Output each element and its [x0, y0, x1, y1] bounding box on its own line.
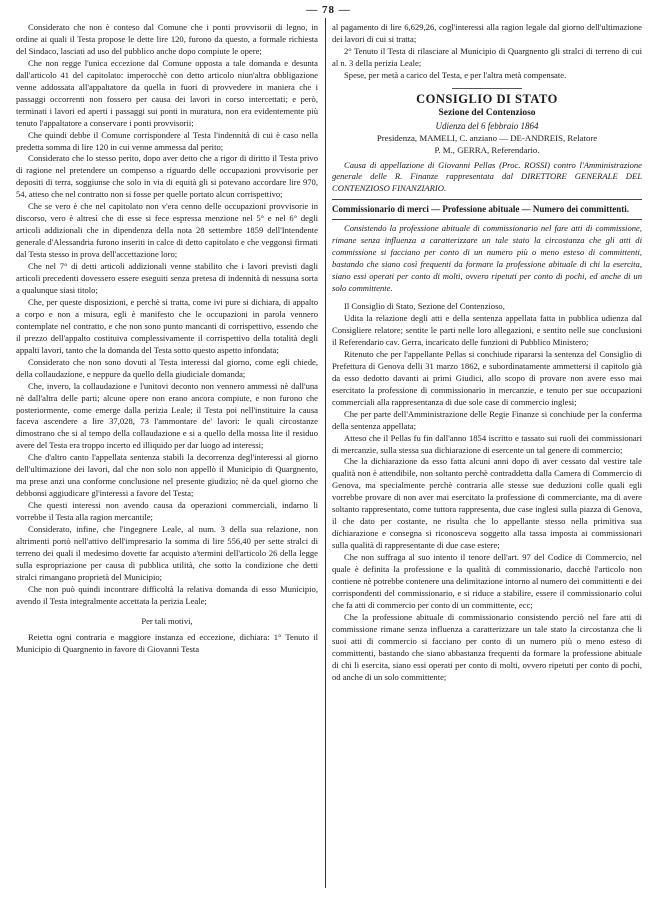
closing-paragraph: Reietta ogni contraria e maggiore instanza ed eccezione, dichiara: 1° Tenuto il Municipio di Quargnento in favore di Giovanni Testa: [16, 631, 318, 654]
right-body-paragraph: Udita la relazione degli atti e della sentenza appellata fatta in pubblica udienza dal Consigliere relatore; sentite le parti nelle loro allegazioni, e sentito nelle sue conclusioni il Referendario cav. Gerra, incaricato delle funzioni di Pubblico Ministero;: [332, 313, 642, 347]
left-paragraph: Che quindi debbe il Comune corrispondere al Testa l'indennità di cui è caso nella predetta somma di lire 120 in cui venne ammessa dal perito;: [16, 129, 318, 152]
left-paragraph: Considerato che lo stesso perito, dopo aver detto che a rigor di diritto il Testa privo di ragione nel pretendere un compenso a riguardo delle occupazioni provvisorie per depositi di terra, soggiunse che solo in via di equità gli si potevano accordare lire 970, 54, atteso che nel contratto non si fosse per quelle portato alcun corrispettivo;: [16, 153, 318, 200]
left-paragraph: Che d'altro canto l'appellata sentenza stabili la decorrenza degl'interessi al giorno dell'ultimazione dei lavori, dal che non solo non appellò il Municipio di Quargnento, ma prese anzi una conforme conclusione nel presente giudizio; nè da quel giorno che debbonsi aggiudicare gl'interessi a favore del Testa;: [16, 452, 318, 499]
left-paragraph: Considerato che non è conteso dal Comune che i ponti provvisorii di legno, in ordine ai quali il Testa propose le dette lire 120, furono da questo, a formale richiesta del Sindaco, lasciati ad uso del pubblico anche dopo compiute le opere;: [16, 22, 318, 56]
right-body-paragraph: Atteso che il Pellas fu fin dall'anno 1854 iscritto e tassato sui ruoli dei commissionari di mercanzie, sulla stessa sua dichiarazione di esercente un tal genere di commercio;: [332, 432, 642, 455]
page-number: — 78 —: [306, 4, 351, 16]
right-body-paragraph: Che la dichiarazione da esso fatta alcuni anni dopo di aver cessato dal vestire tale qualità non è attendibile, non soltanto perchè contraddetta dalla Camera di Commercio di Genova, ma specialmente perchè contraria alle stesse sue deduzioni colle quali egli vorrebbe provare di non aver mai esercitato la professione di commerciante, ma di avere soltanto rappresentato, come tuttora rappresenta, due case inglesi sulla piazza di Genova, il che dato per costante, ne risulta che lo appellante stesso nella primitiva sua dichiarazione e consegna si riconosceva soggetto alla tassa imposta ai commissionari sulla qualità di rappresentante di due case estere;: [332, 456, 642, 551]
rule-bottom: [332, 219, 642, 220]
left-paragraph: Considerato, infine, che l'ingegnere Leale, al num. 3 della sua relazione, non altrimenti portò nell'attivo dell'impresario la somma di lire 556,40 per sette stralci di terreno dei quali il medesimo dovette far acquisto a'termini dell'articolo 26 della legge sulla espropriazione per causa di pubblica utilità, che sotto la condizione che detti stralci rimangano proprietà del Municipio;: [16, 524, 318, 582]
right-paragraph: Spese, per metà a carico del Testa, e per l'altra metà compensate.: [344, 69, 567, 80]
left-paragraph: Che, per queste disposizioni, e perchè si tratta, come ivi pure si dichiara, di appalto a corpo e non a misura, egli è manifesto che le occupazioni in parola vennero contemplate nel contratto, e che non sono punto mancanti di corrispettivo, essendo che il prezzo dell'appalto costituiva complessivamente il corrispettivo della totalità degli appalti lavori, tanto che la domanda del Testa sotto questo aspetto infondata;: [16, 296, 318, 355]
council-title: CONSIGLIO DI STATO: [416, 91, 558, 106]
right-paragraph: 2° Tenuto il Testa di rilasciare al Municipio di Quargnento gli stralci di terreno di cui al n. 3 della perizia Leale;: [332, 45, 642, 68]
section-name: Sezione del Contenzioso: [438, 107, 536, 118]
pm-line: P. M., GERRA, Referendario.: [434, 144, 540, 155]
left-paragraph: Che questi interessi non avendo causa da operazioni commerciali, indarno li vorrebbe il Testa alla ragion mercantile;: [16, 500, 318, 523]
left-paragraph: Che se vero è che nel capitolato non v'era cenno delle occupazioni provvisorie in discorso, vero è altresì che di esse si fece espressa menzione nel 5° e nel 6° degli articoli addizionali che in dipendenza della nota 28 settembre 1859 dell'Intendente generale d'Alessandria furono inseriti in calce di detto capitolato e che veggonsi firmati dal Testa stesso in prova dell'accettazione loro;: [16, 201, 318, 260]
right-paragraph: al pagamento di lire 6,629,26, cogl'interessi alla ragion legale dal giorno dell'ultimazione dei lavori di cui si tratta;: [332, 22, 642, 44]
right-body-paragraph: Che per parte dell'Amministrazione delle Regie Finanze si conchiude per la conferma della sentenza appellata;: [332, 408, 642, 431]
left-paragraph: Che non può quindi incontrare difficoltà la relativa domanda di esso Municipio, avendo il Testa integralmente accettata la perizia Leale;: [16, 583, 318, 606]
case-line: Causa di appellazione di Giovanni Pellas (Proc. ROSSI) contro l'Amministrazione generale delle R. Finanze rappresentata dal DIRETTORE GENERALE DEL CONTENZIOSO FINANZIARIO.: [332, 159, 642, 194]
right-body-paragraph: Ritenuto che per l'appellante Pellas si conchiude ripararsi la sentenza del Consiglio di Prefettura di Genova delli 31 marzo 1862, e subordinatamente ammettersi il capitolo già da esso dedotto davanti ai primi Giudici, allo scopo di provare non avere esso mai esercitato la professione di commissionario in mercanzie, e tenuto per sue occupazioni commerciali alla rappresentanza di due sole case di commercio inglesi;: [332, 348, 642, 407]
keywords-line: Commissionario di merci — Professione abituale — Numero dei committenti.: [332, 204, 629, 215]
motivi-heading: Per tali motivi,: [141, 615, 193, 626]
rule-top: [332, 199, 642, 200]
left-paragraph: Che nel 7° di detti articoli addizionali venne stabilito che i lavori previsti dagli articoli precedenti dovessero essere eseguiti senza pretesa di indennità di nessuna sorta a qualunque siasi titolo;: [16, 261, 318, 295]
right-body-paragraph: Che la professione abituale di commissionario consistendo perciò nel fare atti di commissione rimane senza influenza a caratterizzare un tale stato la circostanza che li suoi atti di commercio si facciano per conto di un numero più o meno esteso di committenti, bastando che siano abbastanza frequenti da formare la professione abituale di chi li esercita, siano essi operati per conto di molti, ovvero ripetuti per conto di pochi, od anche di un solo committente;: [332, 611, 642, 682]
left-paragraph: Considerato che non sono dovuti al Testa interessi dal giorno, come egli chiede, della collaudazione, e neppure da quello della giudiciale domanda;: [16, 356, 318, 379]
presidency-line: Presidenza, MAMELI, C. anziano — DE-ANDREIS, Relatore: [376, 132, 598, 143]
left-column: [16, 22, 318, 656]
left-paragraph: Che non regge l'unica eccezione dal Comune opposta a tale domanda e desunta dall'articolo 41 del capitolato: imperocchè con detto articolo niun'altra obbligazione venne addossata all'appaltatore da quella in fuori di provvedere in maniera che i passaggi occorrenti non fossero per causa dei lavori in corso intercettati; e però, terminati i lavori ed aperti i passaggi sui ponti in muratura, non era evidentemente più tenuto l'appaltatore a conservare i ponti provvisorii;: [16, 57, 318, 128]
hearing-date: Udienza del 6 febbraio 1864: [435, 120, 539, 131]
section-separator: [452, 88, 522, 89]
left-paragraph: Che, invero, la collaudazione e l'unitovi deconto non vennero ammessi nè dall'una nè dall'altra delle parti; alcune opere non erano ancora compiute, e non furono che posteriormente, come emerge dalla perizia Leale; il Testa poi nell'instituire la causa faceva ascendere a lire 37,028, 73 l'ammontare de' lavori: le quali circostanze dimostrano che si al tempo della collaudazione e si a quello della mossa lite il residuo avere del Testa era troppo incerto ed illiquido per dar luogo ad interessi;: [16, 380, 318, 451]
right-body-paragraph: Che non suffraga al suo intento il tenore dell'art. 97 del Codice di Commercio, nel quale è definita la professione e la qualità di commissionario, dacchè l'articolo non contiene nè potrebbe contenere una delimitazione intorno al numero dei committenti e dei corrispondenti del commissionario, e si riduce a stabilire, essere il commissionario colui che fa atti di commercio per conto di un committente, ecc;: [332, 552, 642, 610]
right-column: [332, 22, 642, 684]
right-body-paragraph: Il Consiglio di Stato, Sezione del Contenzioso,: [344, 301, 505, 312]
legal-maxim: Consistendo la professione abituale di commissionario nel fare atti di commissione, rimane senza influenza a caratterizzare un tale stato la circostanza che gli atti di commissione si facciano per conto di un numero più o meno esteso di committenti, bastando che siano così frequenti da formare la professione abituale di chi la esercita, siano essi operati per conto di molti, ovvero ripetuti per conto di pochi, ed anche di un solo committente.: [332, 223, 642, 294]
column-divider: [325, 18, 326, 888]
